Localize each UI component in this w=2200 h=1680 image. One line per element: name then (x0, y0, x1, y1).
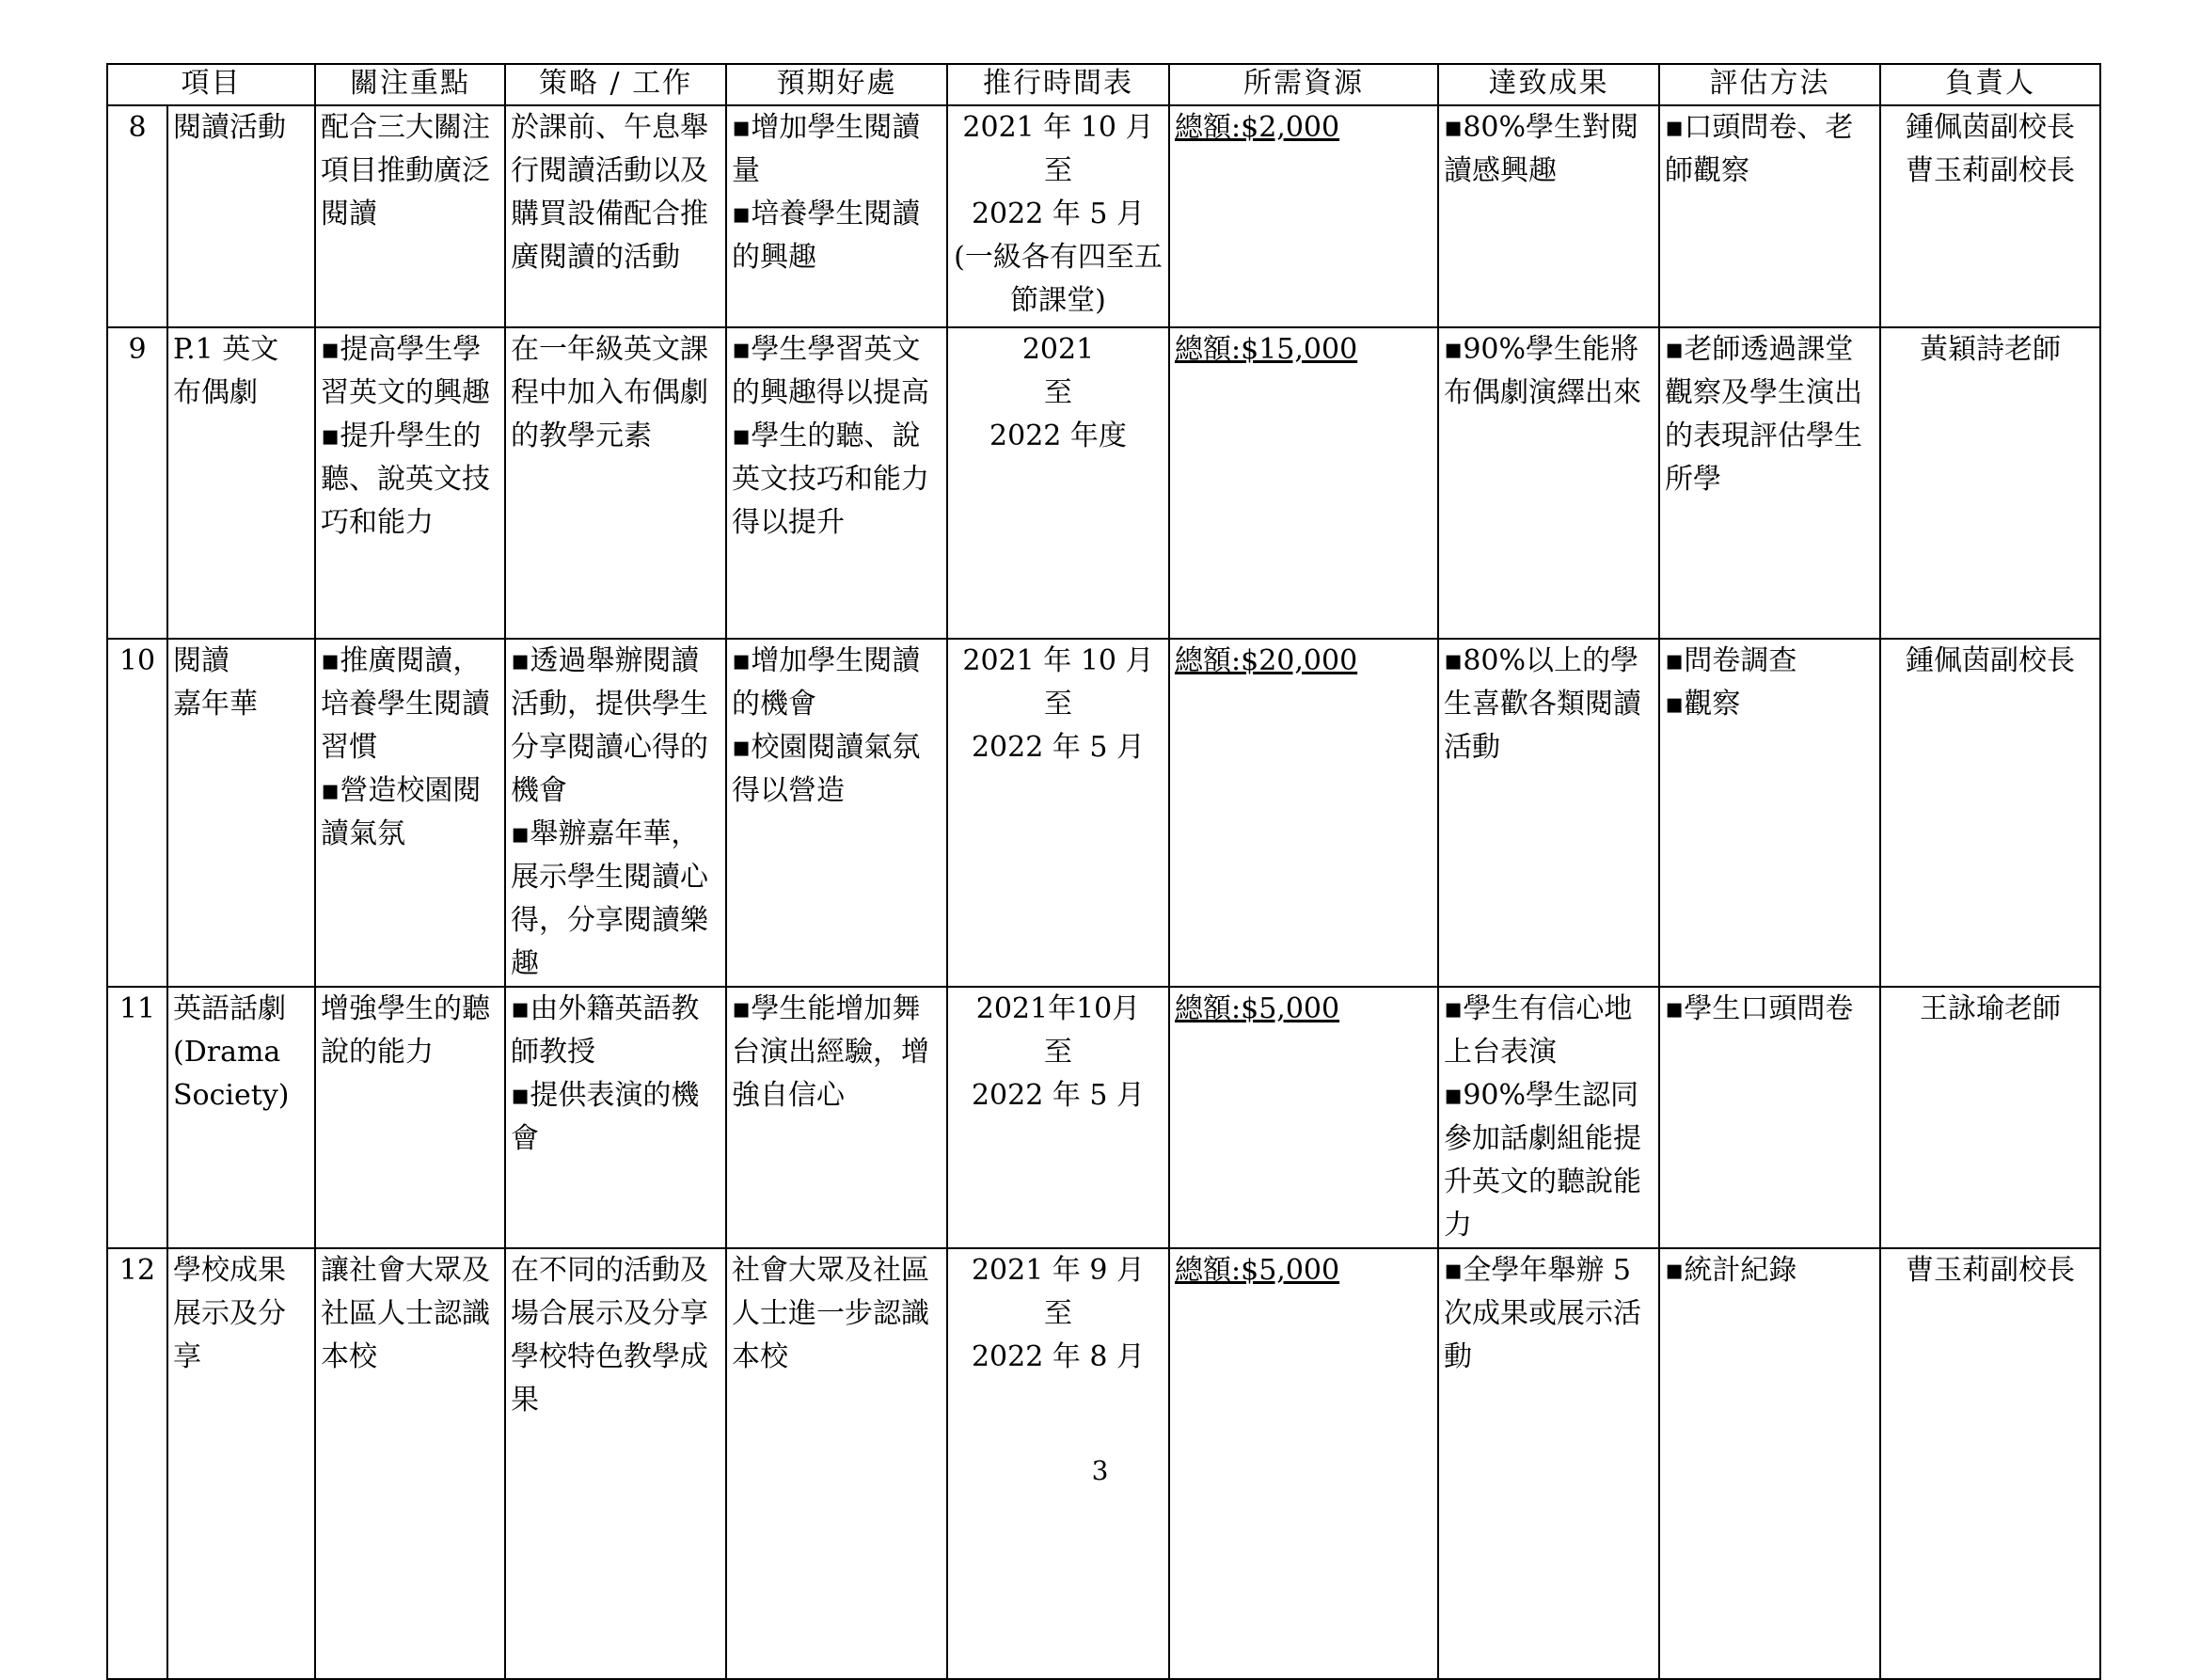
cell-person (1880, 639, 2100, 987)
cell-no: 10 (107, 639, 167, 987)
table-row (107, 639, 2100, 987)
table-row (107, 987, 2100, 1248)
cell-strategy-line: 在不同的活動及場合展示及分享學校特色教學成果 (511, 1254, 708, 1417)
cell-strategy-line: ▪提供表演的機會 (511, 1079, 700, 1155)
cell-schedule-line: 2022 年度 (989, 420, 1127, 452)
cell-person (1880, 987, 2100, 1248)
budget-amount: 總額:$5,000 (1175, 992, 1340, 1025)
cell-benefit-line: ▪學生能增加舞台演出經驗，增強自信心 (732, 992, 929, 1112)
cell-person-line: 曹玉莉副校長 (1906, 1254, 2075, 1287)
header-schedule: 推行時間表 (947, 64, 1169, 105)
cell-strategy (505, 105, 726, 327)
cell-focus-line: 配合三大關注項目推動廣泛閱讀 (321, 111, 490, 230)
cell-item-line: 英語話劇 (173, 992, 286, 1025)
cell-evaluation (1659, 987, 1880, 1248)
cell-schedule (947, 327, 1169, 639)
header-resources: 所需資源 (1169, 64, 1438, 105)
cell-schedule (947, 987, 1169, 1248)
cell-focus-line: 讓社會大眾及社區人士認識本校 (321, 1254, 490, 1373)
cell-evaluation (1659, 639, 1880, 987)
cell-benefit (726, 987, 947, 1248)
cell-benefit-line: ▪校園閱讀氣氛得以營造 (732, 731, 921, 807)
cell-evaluation-line: ▪觀察 (1665, 688, 1741, 721)
cell-schedule-line: 至 (1044, 1036, 1072, 1069)
cell-focus (315, 987, 505, 1248)
cell-outcome (1438, 105, 1659, 327)
cell-item-line: 閱讀 (173, 644, 229, 677)
cell-benefit-line: ▪培養學生閱讀的興趣 (732, 198, 921, 274)
cell-item-line: P.1 英文 (173, 333, 279, 366)
cell-evaluation (1659, 327, 1880, 639)
cell-schedule-line: 2021 (1021, 333, 1095, 366)
cell-focus-line: ▪營造校園閱讀氣氛 (321, 774, 482, 850)
cell-person-line: 黃穎詩老師 (1920, 333, 2061, 366)
cell-evaluation (1659, 105, 1880, 327)
cell-schedule-line: 至 (1044, 688, 1072, 721)
cell-budget (1169, 327, 1438, 639)
cell-schedule-line: 2022 年 5 月 (971, 731, 1146, 764)
cell-schedule-line: 至 (1044, 154, 1072, 187)
cell-strategy (505, 987, 726, 1248)
cell-item-line: 閱讀活動 (173, 111, 286, 144)
cell-schedule-line: 2022 年 5 月 (971, 198, 1146, 230)
cell-outcome-line: ▪80%以上的學生喜歡各類閱讀活動 (1444, 644, 1641, 764)
cell-schedule-line: (一級各有四至五節課堂) (954, 241, 1163, 317)
cell-strategy-line: ▪舉辦嘉年華，展示學生閱讀心得，分享閱讀樂趣 (511, 817, 708, 980)
cell-strategy (505, 639, 726, 987)
cell-item-line: 布偶劇 (173, 376, 258, 409)
cell-outcome (1438, 327, 1659, 639)
cell-no: 11 (107, 987, 167, 1248)
cell-evaluation-line: ▪口頭問卷、老師觀察 (1665, 111, 1854, 187)
cell-strategy (505, 327, 726, 639)
cell-item-line: 嘉年華 (173, 688, 258, 721)
cell-item (167, 327, 315, 639)
budget-amount: 總額:$5,000 (1175, 1254, 1340, 1287)
budget-amount: 總額:$2,000 (1175, 111, 1340, 144)
budget-amount: 總額:$15,000 (1175, 333, 1358, 366)
cell-benefit (726, 639, 947, 987)
cell-benefit-line: ▪學生的聽、說英文技巧和能力得以提升 (732, 420, 929, 539)
table-row (107, 327, 2100, 639)
cell-focus-line: ▪提高學生學習英文的興趣 (321, 333, 490, 409)
cell-no: 9 (107, 327, 167, 639)
cell-schedule-line: 2021年10月 (975, 992, 1141, 1025)
cell-schedule-line: 2021 年 10 月 (962, 111, 1154, 144)
header-strategy: 策略 / 工作 (505, 64, 726, 105)
cell-no: 12 (107, 1248, 167, 1679)
cell-schedule-line: 2021 年 9 月 (971, 1254, 1146, 1287)
cell-benefit-line: ▪增加學生閱讀量 (732, 111, 921, 187)
cell-focus-line: ▪推廣閱讀，培養學生閱讀習慣 (321, 644, 490, 764)
cell-outcome-line: ▪全學年舉辦 5 次成果或展示活動 (1444, 1254, 1641, 1373)
cell-evaluation-line: ▪統計紀錄 (1665, 1254, 1797, 1287)
cell-outcome-line: ▪90%學生認同參加話劇組能提升英文的聽說能力 (1444, 1079, 1641, 1242)
cell-person-line: 鍾佩茵副校長 (1906, 644, 2075, 677)
cell-person-line: 曹玉莉副校長 (1906, 154, 2075, 187)
cell-budget (1169, 987, 1438, 1248)
budget-amount: 總額:$20,000 (1175, 644, 1358, 677)
cell-person-line: 鍾佩茵副校長 (1906, 111, 2075, 144)
cell-no: 8 (107, 105, 167, 327)
cell-benefit-line: 社會大眾及社區人士進一步認識本校 (732, 1254, 929, 1373)
cell-strategy-line: 於課前、午息舉行閱讀活動以及購買設備配合推廣閱讀的活動 (511, 111, 708, 274)
cell-benefit-line: ▪增加學生閱讀的機會 (732, 644, 921, 721)
cell-evaluation-line: ▪老師透過課堂觀察及學生演出的表現評估學生所學 (1665, 333, 1862, 496)
cell-outcome-line: ▪80%學生對閱讀感興趣 (1444, 111, 1639, 187)
cell-outcome-line: ▪90%學生能將布偶劇演繹出來 (1444, 333, 1641, 409)
cell-outcome (1438, 987, 1659, 1248)
cell-schedule (947, 639, 1169, 987)
cell-focus-line: 增強學生的聽說的能力 (321, 992, 490, 1069)
header-outcome: 達致成果 (1438, 64, 1659, 105)
cell-outcome-line: ▪學生有信心地上台表演 (1444, 992, 1633, 1069)
header-item: 項目 (107, 64, 315, 105)
cell-strategy-line: ▪透過舉辦閱讀活動，提供學生分享閱讀心得的機會 (511, 644, 708, 807)
header-focus: 關注重點 (315, 64, 505, 105)
cell-focus (315, 639, 505, 987)
cell-evaluation-line: ▪學生口頭問卷 (1665, 992, 1854, 1025)
cell-benefit-line: ▪學生學習英文的興趣得以提高 (732, 333, 929, 409)
cell-outcome (1438, 639, 1659, 987)
plan-table (106, 63, 2101, 1680)
cell-focus (315, 105, 505, 327)
cell-benefit (726, 105, 947, 327)
cell-budget (1169, 105, 1438, 327)
cell-schedule-line: 2021 年 10 月 (962, 644, 1154, 677)
cell-item-line: Society) (173, 1079, 290, 1112)
cell-focus-line: ▪提升學生的聽、說英文技巧和能力 (321, 420, 490, 539)
cell-schedule-line: 至 (1044, 1297, 1072, 1330)
header-benefit: 預期好處 (726, 64, 947, 105)
cell-strategy-line: 在一年級英文課程中加入布偶劇的教學元素 (511, 333, 708, 452)
cell-benefit (726, 327, 947, 639)
cell-schedule-line: 2022 年 8 月 (971, 1340, 1146, 1373)
cell-person (1880, 327, 2100, 639)
cell-person (1880, 105, 2100, 327)
header-evaluation: 評估方法 (1659, 64, 1880, 105)
cell-strategy-line: ▪由外籍英語教師教授 (511, 992, 700, 1069)
cell-person-line: 王詠瑜老師 (1920, 992, 2061, 1025)
cell-item (167, 105, 315, 327)
cell-item (167, 639, 315, 987)
header-person-in-charge: 負責人 (1880, 64, 2100, 105)
cell-schedule (947, 105, 1169, 327)
table-row (107, 105, 2100, 327)
cell-schedule-line: 2022 年 5 月 (971, 1079, 1146, 1112)
cell-focus (315, 327, 505, 639)
header-row (107, 64, 2100, 105)
cell-item (167, 987, 315, 1248)
cell-item-line: 學校成果展示及分享 (173, 1254, 286, 1373)
cell-budget (1169, 639, 1438, 987)
page-number: 3 (1091, 1455, 1109, 1486)
cell-item-line: (Drama (173, 1036, 281, 1069)
cell-schedule-line: 至 (1044, 376, 1072, 409)
cell-evaluation-line: ▪問卷調查 (1665, 644, 1797, 677)
